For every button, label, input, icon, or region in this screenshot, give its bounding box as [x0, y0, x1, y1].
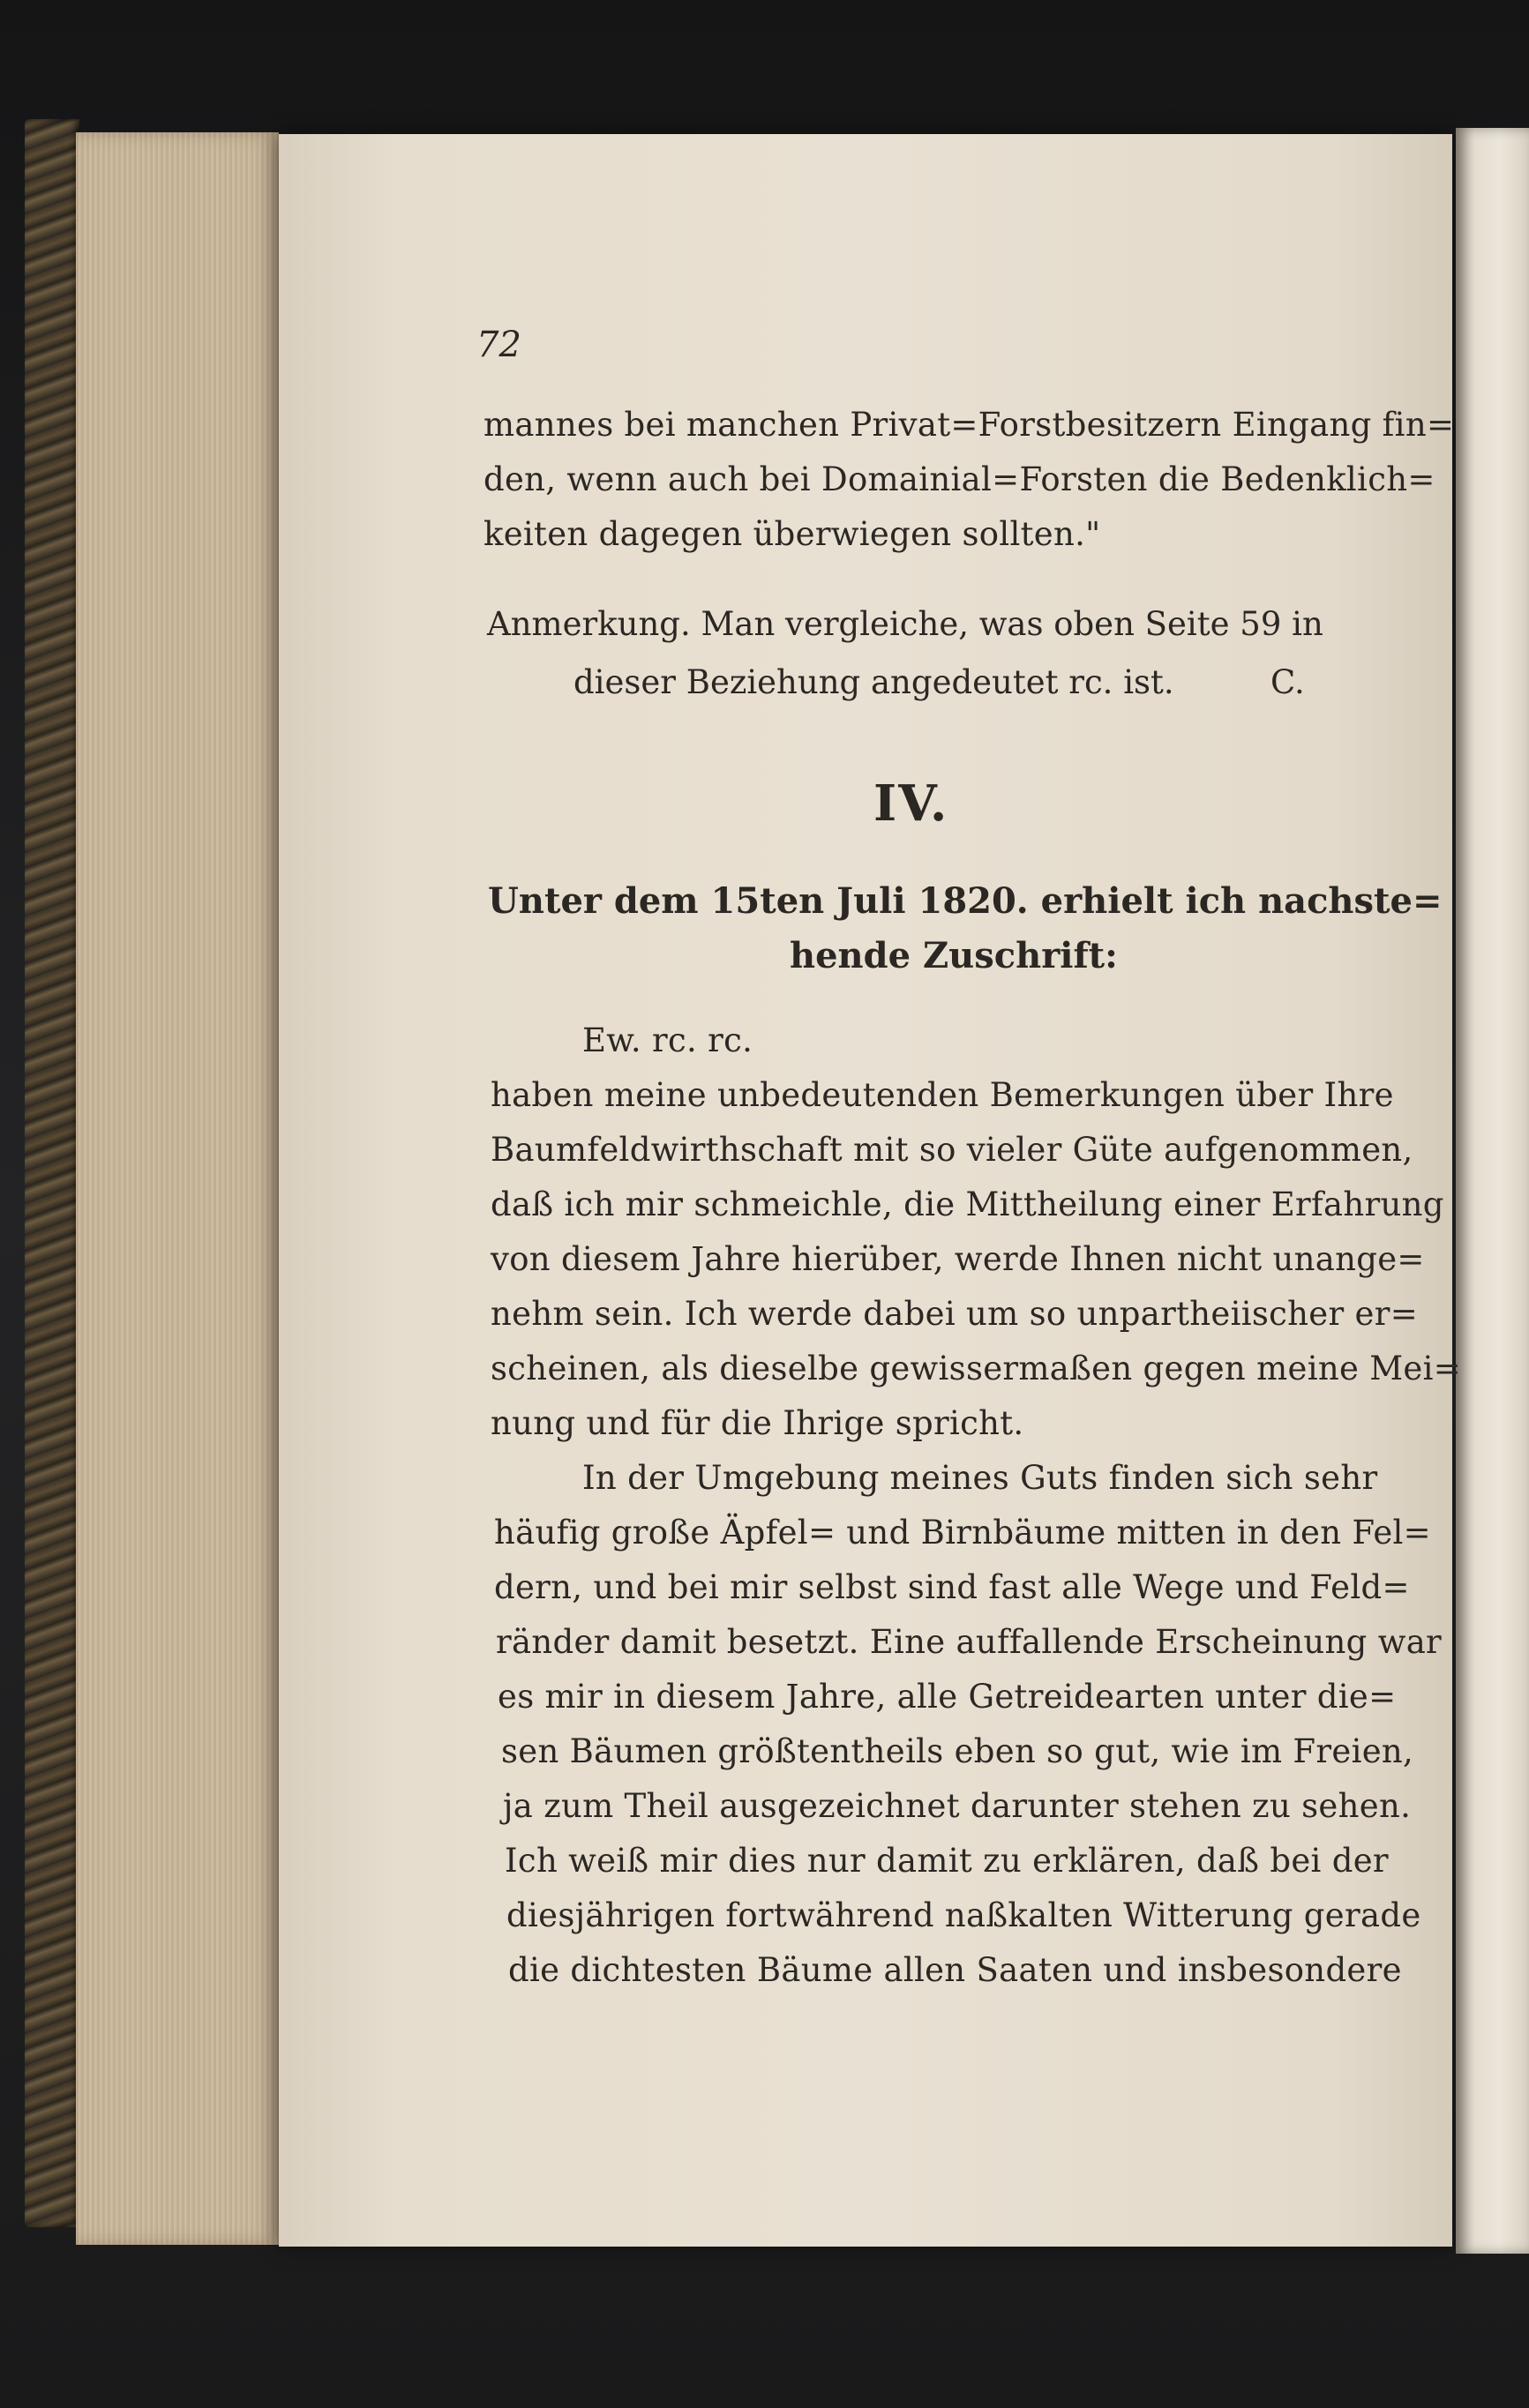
letter-line: scheinen, als dieselbe gewissermaßen gegen meine Mei=	[491, 1350, 1462, 1387]
note-line: Anmerkung. Man vergleiche, was oben Seite 59 in	[487, 605, 1323, 643]
note-signature: C.	[1270, 663, 1305, 701]
letter-line: haben meine unbedeutenden Bemerkungen über Ihre	[491, 1076, 1394, 1114]
letter-line: nung und für die Ihrige spricht.	[491, 1404, 1024, 1442]
letter-line: es mir in diesem Jahre, alle Getreidearten unter die=	[498, 1678, 1397, 1716]
letter-line: daß ich mir schmeichle, die Mittheilung einer Erfahrung	[491, 1185, 1444, 1223]
facing-page-edge	[1456, 128, 1529, 2254]
note-line: dieser Beziehung angedeutet rc. ist.	[573, 663, 1174, 701]
letter-line: die dichtesten Bäume allen Saaten und insbesondere	[508, 1951, 1402, 1989]
letter-line: ja zum Theil ausgezeichnet darunter stehen zu sehen.	[503, 1787, 1412, 1825]
marbled-cover	[25, 119, 79, 2227]
letter-line: ränder damit besetzt. Eine auffallende Erscheinung war	[496, 1623, 1443, 1661]
letter-line: von diesem Jahre hierüber, werde Ihnen nicht unange=	[491, 1240, 1425, 1278]
letter-line: nehm sein. Ich werde dabei um so unpartheiischer er=	[491, 1295, 1419, 1333]
section-numeral: IV.	[873, 774, 949, 833]
page-number: 72	[476, 325, 521, 365]
intro-line: mannes bei manchen Privat=Forstbesitzern Eingang fin=	[483, 406, 1455, 444]
section-lead-line: Unter dem 15ten Juli 1820. erhielt ich nachste=	[488, 880, 1443, 922]
letter-line: Ich weiß mir dies nur damit zu erklären, daß bei der	[505, 1842, 1389, 1880]
letter-line: diesjährigen fortwährend naßkalten Witterung gerade	[506, 1896, 1421, 1934]
intro-line: keiten dagegen überwiegen sollten."	[483, 515, 1101, 553]
letter-salutation: Ew. rc. rc.	[582, 1021, 753, 1059]
letter-line: dern, und bei mir selbst sind fast alle Wege und Feld=	[494, 1568, 1410, 1606]
letter-line: häufig große Äpfel= und Birnbäume mitten in den Fel=	[494, 1514, 1431, 1552]
letter-line: sen Bäumen größtentheils eben so gut, wie im Freien,	[501, 1732, 1414, 1770]
page-stack-edge-left	[76, 132, 279, 2245]
section-lead-line: hende Zuschrift:	[790, 935, 1118, 976]
intro-line: den, wenn auch bei Domainial=Forsten die Bedenklich=	[483, 460, 1435, 498]
letter-line: In der Umgebung meines Guts finden sich sehr	[582, 1459, 1378, 1497]
letter-line: Baumfeldwirthschaft mit so vieler Güte aufgenommen,	[491, 1131, 1413, 1169]
